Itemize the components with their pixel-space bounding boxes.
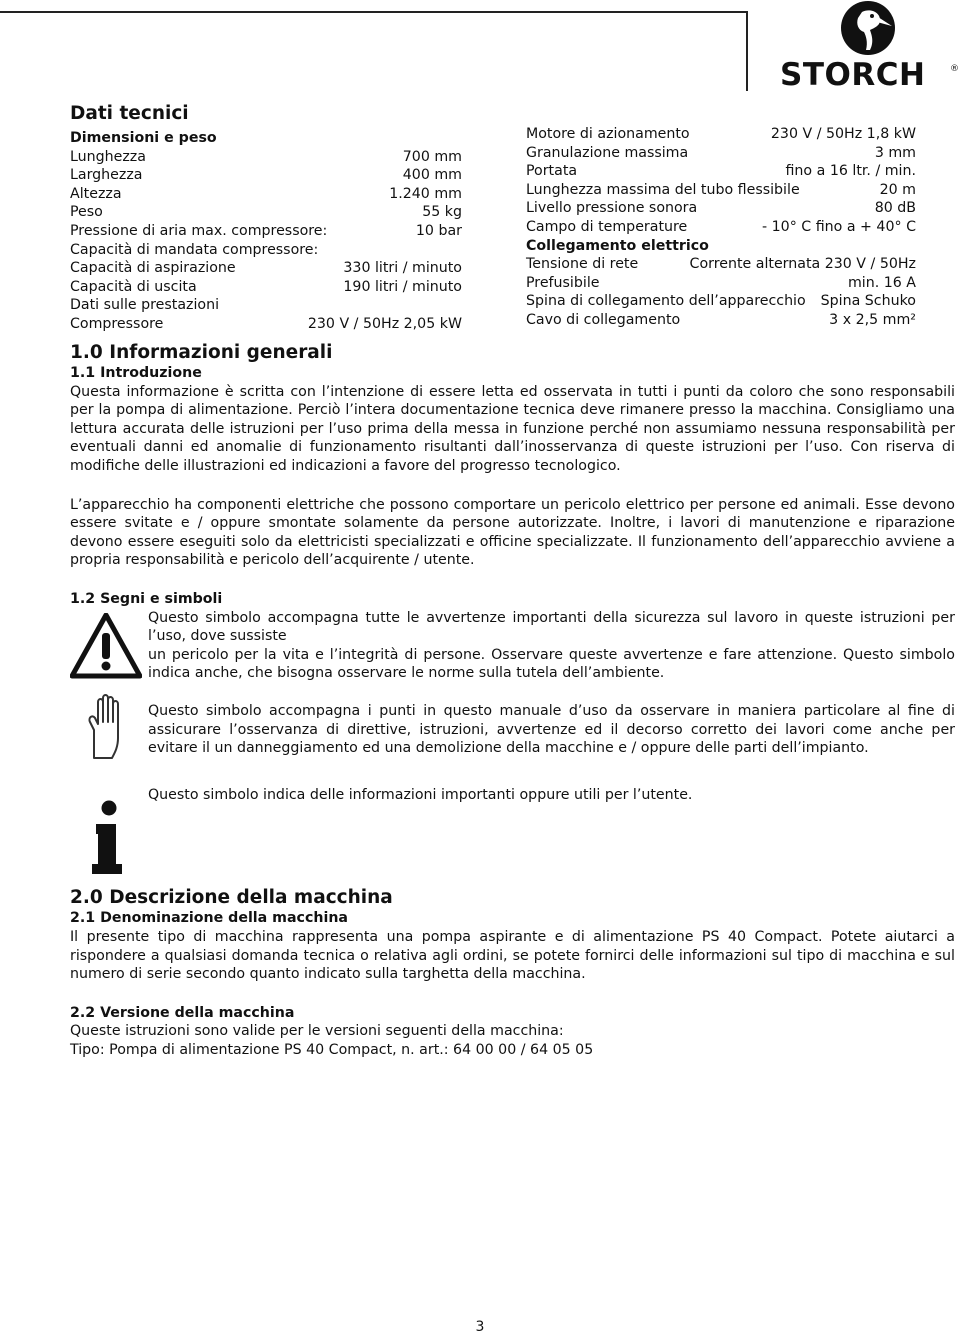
spec-label: Capacità di uscita bbox=[70, 278, 197, 295]
intro-paragraph-2: L’apparecchio ha componenti elettriche che possono comportare un pericolo elettrico per persone ed animali. Esse devono essere svitate e / oppure smontate solamente da persone autorizzate. Inoltre, i lavori di manutenzione e riparazione devono essere eseguiti solo da elettricisti specializzati e officine specializzate. Il funzionamento dell’apparecchio avviene a propria responsabilità e pericolo dell’acquirente / utente. bbox=[70, 496, 955, 569]
symbol-column bbox=[70, 702, 148, 768]
spec-value: 1.240 mm bbox=[389, 185, 462, 202]
header-rule bbox=[0, 11, 748, 13]
brand-wordmark: STORCH bbox=[780, 57, 926, 93]
section-1-1-title: 1.1 Introduzione bbox=[70, 365, 202, 381]
spec-row bbox=[526, 199, 916, 218]
spec-value: 400 mm bbox=[402, 167, 462, 184]
section-2-2-title: 2.2 Versione della macchina bbox=[70, 1004, 295, 1021]
spec-label: Granulazione massima bbox=[526, 144, 689, 161]
spec-row bbox=[526, 218, 916, 237]
spec-row bbox=[526, 162, 916, 181]
spacer bbox=[70, 476, 955, 496]
warning-symbol-text-a: Questo simbolo accompagna tutte le avvertenze importanti della sicurezza sul lavoro in queste istruzioni per l’uso, dove sussiste bbox=[148, 609, 955, 645]
spec-label: Larghezza bbox=[70, 167, 143, 184]
header-rule-vertical bbox=[746, 11, 748, 91]
spec-label: Pressione di aria max. compressore: bbox=[70, 222, 328, 239]
spec-row bbox=[526, 125, 916, 144]
warning-symbol-text-b: un pericolo per la vita e l’integrità di persone. Osservare queste avvertenze e fare attenzione. Questo simbolo indica anche, che bisogna osservare le norme sulla tutela dell’ambiente. bbox=[148, 646, 955, 682]
spec-label: Peso bbox=[70, 204, 103, 221]
spec-row bbox=[70, 315, 462, 334]
spec-value: 20 m bbox=[879, 181, 916, 198]
spec-value: 3 x 2,5 mm² bbox=[829, 311, 916, 328]
symbol-column bbox=[70, 609, 148, 685]
capacity-heading: Capacità di mandata compressore: bbox=[70, 241, 319, 258]
registered-mark: ® bbox=[950, 64, 959, 74]
spec-label: Campo di temperature bbox=[526, 218, 688, 235]
warning-triangle-icon bbox=[70, 613, 142, 679]
spec-label: Compressore bbox=[70, 315, 164, 332]
spec-row bbox=[70, 203, 462, 222]
machine-name-paragraph: Il presente tipo di macchina rappresenta una pompa aspirante e di alimentazione PS 40 Compact. Potete aiutarci a rispondere a qualsiasi domanda tecnica o relativa agli ordini, se potete fornirci delle informazioni sul tipo di macchina e sul numero di serie secondo quanto indicato sulla targhetta della macchina. bbox=[70, 928, 955, 983]
tech-specs-left bbox=[70, 103, 462, 334]
version-line-2: Tipo: Pompa di alimentazione PS 40 Compact, n. art.: 64 00 00 / 64 05 05 bbox=[70, 1041, 594, 1058]
intro-paragraph-1: Questa informazione è scritta con l’intenzione di essere letta ed osservata in tutti i punti da coloro che sono responsabili per la pompa di alimentazione. Perciò l’intera documentazione tecnica deve rimanere presso la macchina. Consigliamo una lettura accurata delle istruzioni per l’uso prima della messa in funzione perché non assumiamo nessuna responsabilità per eventuali danni ed anomalie di funzionamento risultanti dall’inosservanza di queste istruzioni per l’uso. Con riserva di modifiche delle illustrazioni ed indicazioni a favore del progresso tecnologico. bbox=[70, 383, 955, 474]
spec-value: 80 dB bbox=[874, 200, 916, 217]
stork-icon bbox=[840, 0, 896, 56]
spec-value: fino a 16 ltr. / min. bbox=[785, 163, 916, 180]
spacer bbox=[70, 984, 955, 1004]
spec-value: 230 V / 50Hz 2,05 kW bbox=[307, 315, 462, 332]
hand-icon bbox=[82, 692, 132, 762]
spec-value: 55 kg bbox=[422, 204, 462, 221]
spec-label: Cavo di collegamento bbox=[526, 311, 681, 328]
spec-label: Lunghezza massima del tubo flessibile bbox=[526, 181, 800, 198]
spec-value: Corrente alternata 230 V / 50Hz bbox=[689, 256, 916, 273]
spec-row bbox=[70, 166, 462, 185]
spec-row bbox=[526, 311, 916, 330]
spec-row bbox=[70, 222, 462, 241]
spec-label: Spina di collegamento dell’apparecchio bbox=[526, 293, 806, 310]
electrical-heading: Collegamento elettrico bbox=[526, 237, 709, 254]
spec-value: - 10° C fino a + 40° C bbox=[762, 218, 916, 235]
spec-value: 700 mm bbox=[402, 148, 462, 165]
spec-value: Spina Schuko bbox=[820, 293, 916, 310]
spec-row bbox=[70, 278, 462, 297]
section-1-2-title: 1.2 Segni e simboli bbox=[70, 590, 223, 607]
info-icon bbox=[82, 800, 132, 876]
symbol-column bbox=[70, 786, 148, 882]
spec-label: Tensione di rete bbox=[526, 256, 639, 273]
tech-specs-right bbox=[526, 125, 916, 330]
spec-value: 190 litri / minuto bbox=[343, 278, 462, 295]
spec-row bbox=[70, 148, 462, 167]
section-1-title: 1.0 Informazioni generali bbox=[70, 342, 333, 363]
spec-row bbox=[526, 255, 916, 274]
spec-row bbox=[526, 181, 916, 200]
hand-symbol-text: Questo simbolo accompagna i punti in questo manuale d’uso da osservare in maniera particolare al fine di assicurare l’osservanza di direttive, istruzioni, avvertenze ed il decorso corretto dei lavori come anche per evitare il un danneggiamento ed una demolizione della macchine e / oppure delle parti dell’impianto. bbox=[148, 703, 955, 757]
section-2-title: 2.0 Descrizione della macchina bbox=[70, 887, 393, 909]
tech-specs-title: Dati tecnici bbox=[70, 103, 189, 124]
dimensions-heading: Dimensioni e peso bbox=[70, 130, 217, 146]
spec-value: min. 16 A bbox=[847, 274, 916, 291]
spec-row bbox=[526, 292, 916, 311]
symbol-warning-block bbox=[70, 609, 955, 685]
spec-value: 3 mm bbox=[874, 144, 916, 161]
spec-label: Portata bbox=[526, 163, 578, 180]
spec-label: Livello pressione sonora bbox=[526, 200, 698, 217]
spacer bbox=[70, 768, 955, 786]
spec-row bbox=[70, 259, 462, 278]
symbol-text bbox=[148, 609, 955, 685]
spec-label: Lunghezza bbox=[70, 148, 146, 165]
section-2-1-title: 2.1 Denominazione della macchina bbox=[70, 910, 349, 927]
spacer bbox=[70, 684, 955, 702]
spec-value: 230 V / 50Hz 1,8 kW bbox=[770, 126, 916, 142]
spec-label: Motore di azionamento bbox=[526, 126, 690, 142]
spec-value: 10 bar bbox=[415, 222, 462, 239]
spec-label: Prefusibile bbox=[526, 274, 600, 291]
symbol-hand-block bbox=[70, 702, 955, 768]
spec-value: 330 litri / minuto bbox=[343, 260, 462, 277]
spec-label: Capacità di aspirazione bbox=[70, 260, 236, 277]
page-number: 3 bbox=[475, 1319, 485, 1334]
info-symbol-text: Questo simbolo indica delle informazioni importanti oppure utili per l’utente. bbox=[148, 786, 693, 803]
brand-logo bbox=[780, 0, 960, 92]
main-content bbox=[70, 342, 955, 1059]
version-line-1: Queste istruzioni sono valide per le versioni seguenti della macchina: bbox=[70, 1023, 564, 1040]
symbol-info-block bbox=[70, 786, 955, 882]
performance-heading: Dati sulle prestazioni bbox=[70, 297, 220, 314]
spec-row bbox=[526, 144, 916, 163]
spacer bbox=[70, 570, 955, 590]
spec-row bbox=[526, 274, 916, 293]
spec-row bbox=[70, 185, 462, 204]
spec-label: Altezza bbox=[70, 185, 122, 202]
